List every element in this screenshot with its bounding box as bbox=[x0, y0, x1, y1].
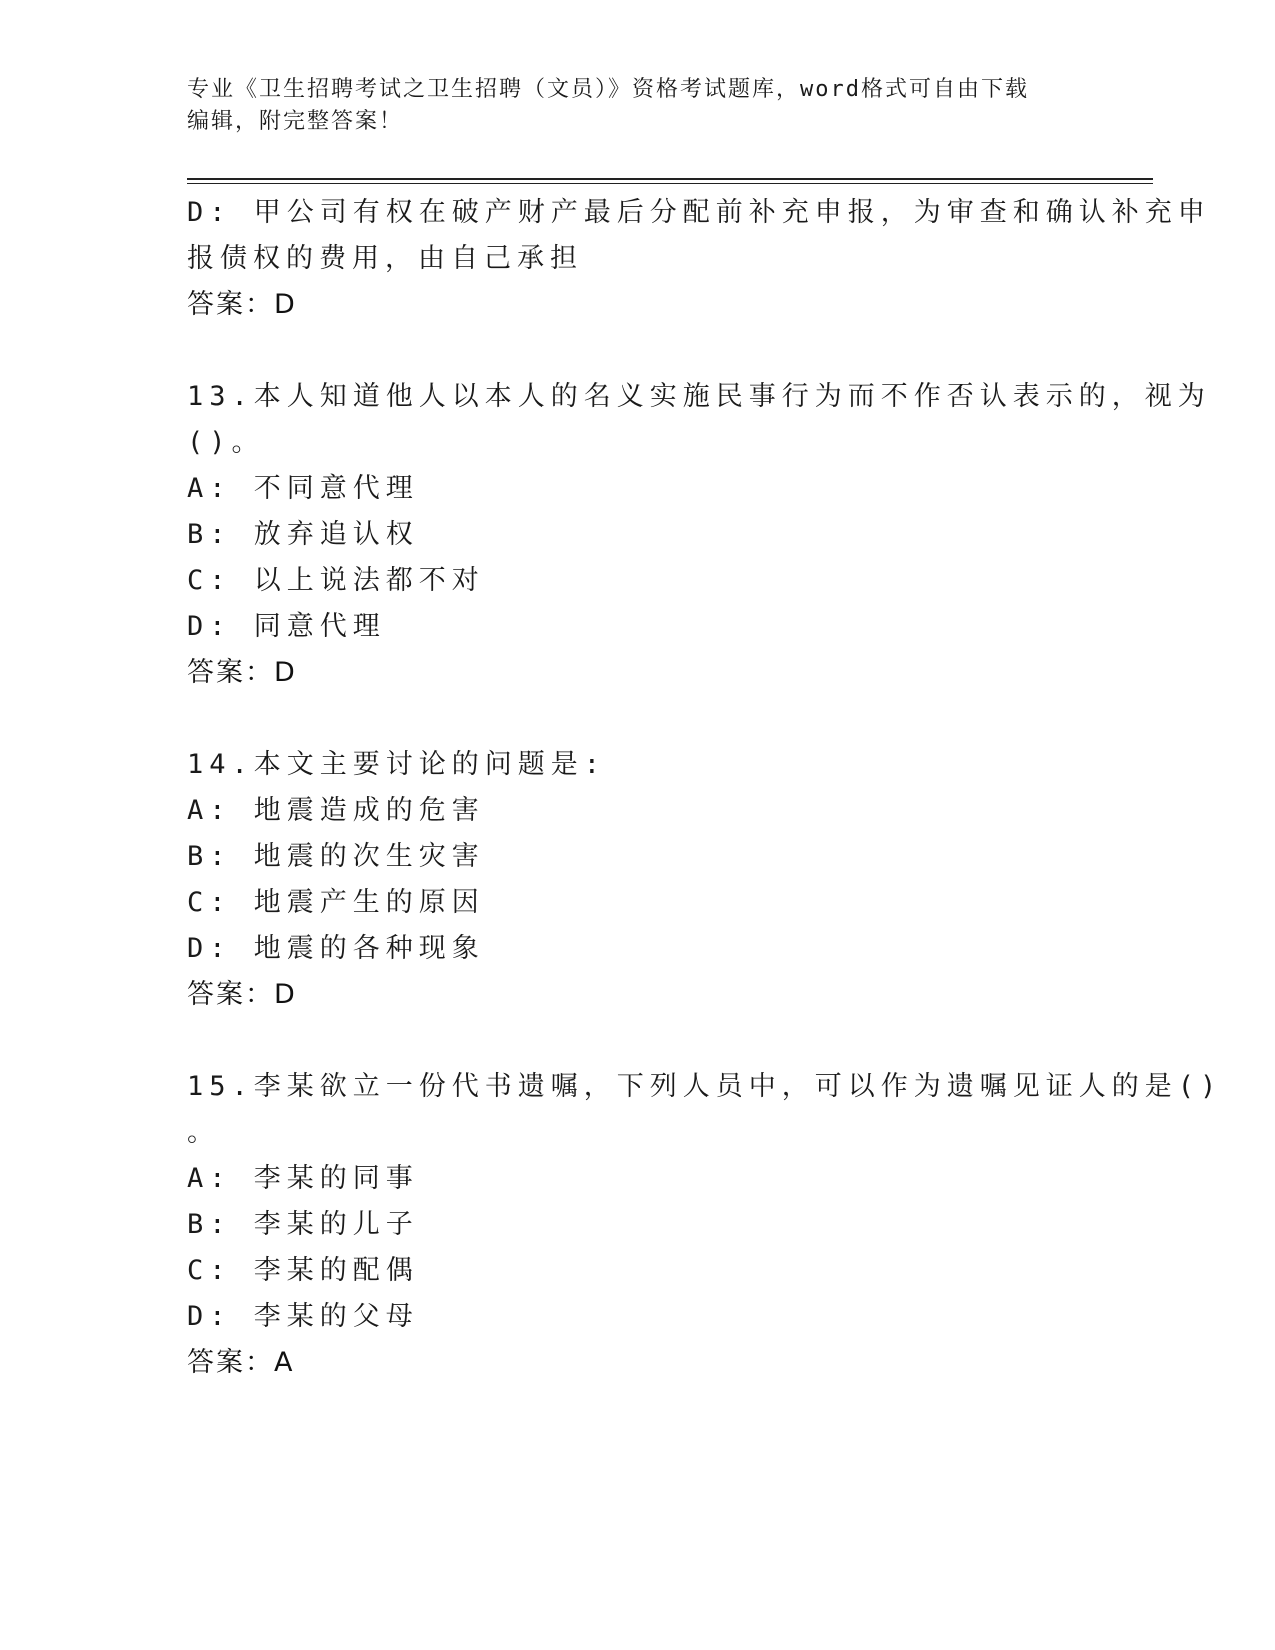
spacer bbox=[187, 1018, 1087, 1064]
spacer bbox=[187, 328, 1087, 374]
prev-answer: 答案：D bbox=[187, 289, 297, 320]
header-line-1: 专业《卫生招聘考试之卫生招聘（文员）》资格考试题库，word格式可自由下载 bbox=[187, 77, 1029, 102]
prev-option-d-line-1: D: 甲公司有权在破产财产最后分配前补充申报，为审查和确认补充申 bbox=[187, 197, 1211, 228]
q15-stem-line-1: 15.李某欲立一份代书遗嘱，下列人员中，可以作为遗嘱见证人的是() bbox=[187, 1071, 1223, 1102]
q15-answer: 答案：A bbox=[187, 1347, 295, 1378]
question-13 bbox=[187, 374, 1211, 696]
q15-option-d: D: 李某的父母 bbox=[187, 1301, 419, 1332]
q14-option-c: C: 地震产生的原因 bbox=[187, 887, 485, 918]
q13-stem-line-1: 13.本人知道他人以本人的名义实施民事行为而不作否认表示的，视为 bbox=[187, 381, 1211, 412]
q13-stem-line-2: ()。 bbox=[187, 427, 265, 458]
spacer bbox=[187, 696, 1087, 742]
q14-stem: 14.本文主要讨论的问题是: bbox=[187, 749, 607, 780]
q15-option-b: B: 李某的儿子 bbox=[187, 1209, 419, 1240]
q14-answer: 答案：D bbox=[187, 979, 297, 1010]
prev-question-block bbox=[187, 190, 1211, 328]
q13-option-a: A: 不同意代理 bbox=[187, 473, 419, 504]
q14-option-b: B: 地震的次生灾害 bbox=[187, 841, 485, 872]
q14-option-d: D: 地震的各种现象 bbox=[187, 933, 485, 964]
q15-option-a: A: 李某的同事 bbox=[187, 1163, 419, 1194]
page-header bbox=[187, 74, 1087, 138]
header-divider-thin bbox=[187, 183, 1153, 184]
q14-option-a: A: 地震造成的危害 bbox=[187, 795, 485, 826]
header-divider bbox=[187, 178, 1153, 180]
q13-option-c: C: 以上说法都不对 bbox=[187, 565, 485, 596]
question-15 bbox=[187, 1064, 1223, 1386]
prev-option-d-line-2: 报债权的费用，由自己承担 bbox=[187, 243, 583, 274]
q13-option-d: D: 同意代理 bbox=[187, 611, 386, 642]
question-body bbox=[187, 190, 1223, 1386]
question-14 bbox=[187, 742, 1087, 1018]
q15-stem-line-2: 。 bbox=[187, 1117, 220, 1148]
q13-answer: 答案：D bbox=[187, 657, 297, 688]
header-line-2: 编辑，附完整答案！ bbox=[187, 109, 404, 134]
q15-option-c: C: 李某的配偶 bbox=[187, 1255, 419, 1286]
q13-option-b: B: 放弃追认权 bbox=[187, 519, 419, 550]
